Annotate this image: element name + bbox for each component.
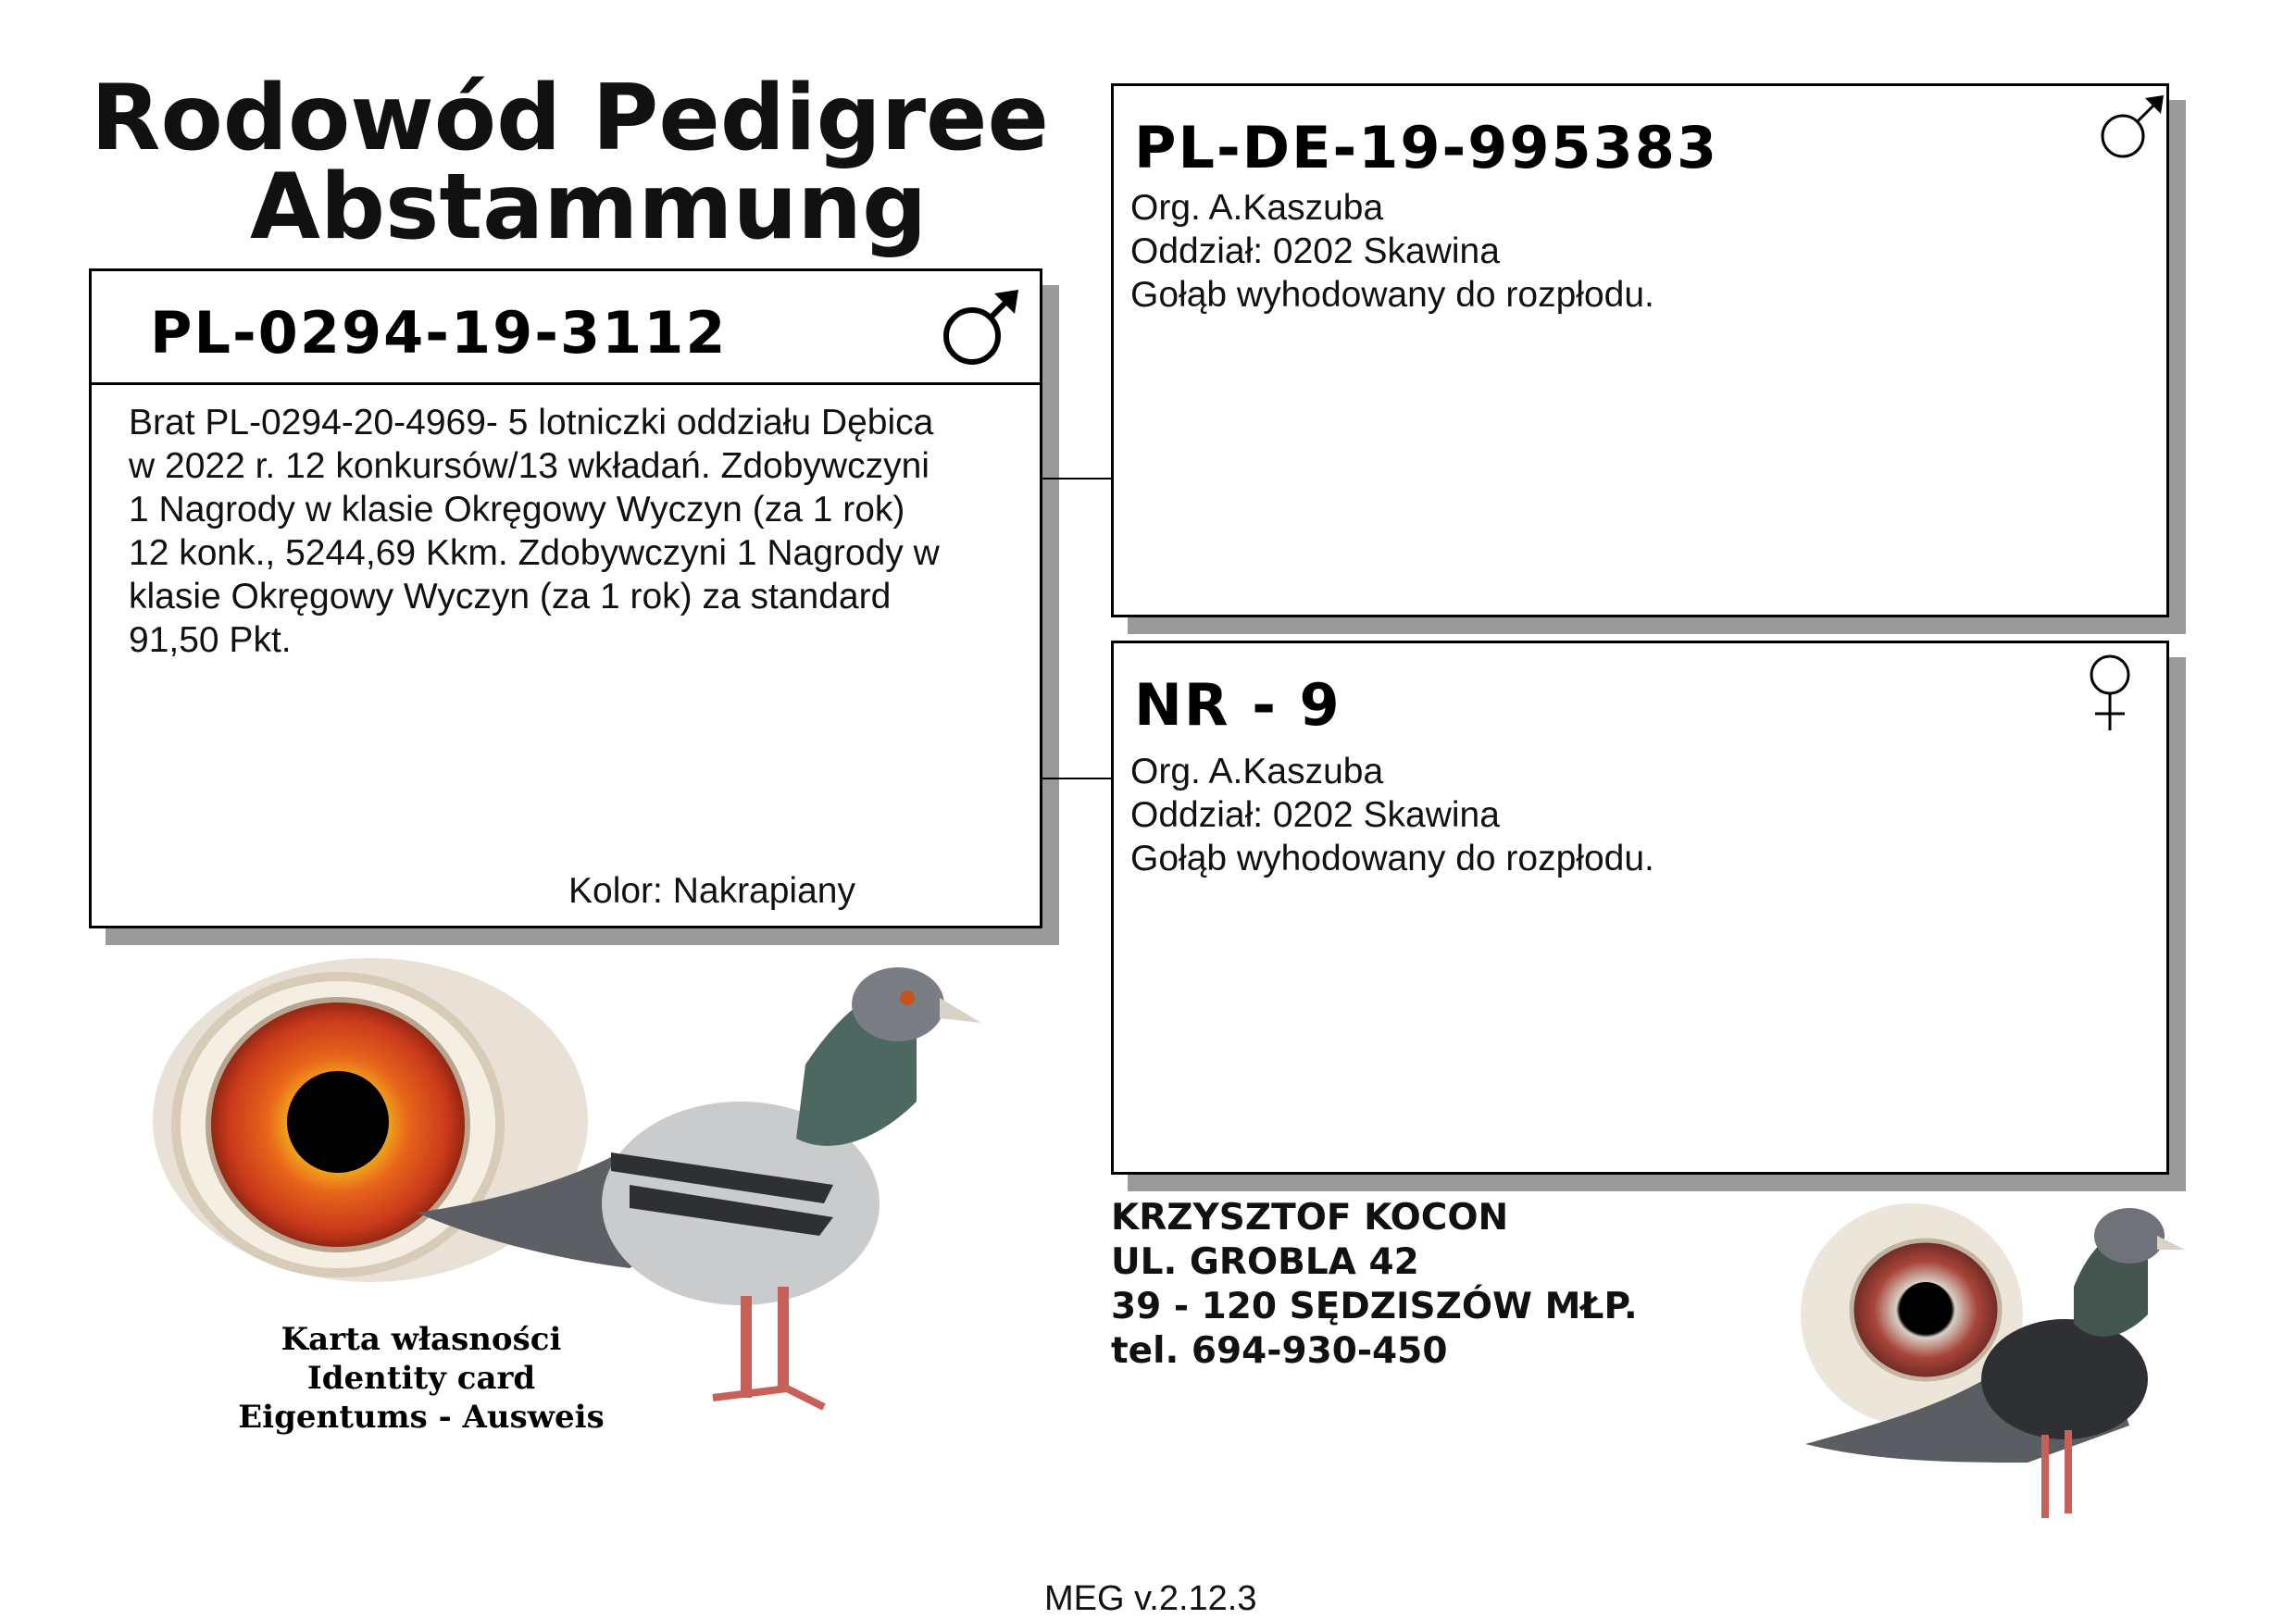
subject-card-header — [92, 271, 1040, 385]
title-word-rodowod: Rodowód — [91, 66, 562, 171]
dam-info-line: Org. A.Kaszuba — [1130, 752, 1384, 791]
dam-info — [1130, 750, 1654, 880]
owner-phone: tel. 694-930-450 — [1111, 1330, 1448, 1372]
identity-card-caption — [222, 1320, 620, 1437]
subject-color: Kolor: Nakrapiany — [568, 871, 855, 911]
dam-info-line: Gołąb wyhodowany do rozpłodu. — [1130, 839, 1654, 878]
female-icon — [2082, 651, 2138, 734]
description-line: Brat PL-0294-20-4969- 5 lotniczki oddziału Dębica — [129, 403, 934, 442]
male-icon — [939, 284, 1024, 369]
subject-description — [129, 401, 1017, 662]
description-line: 1 Nagrody w klasie Okręgowy Wyczyn (za 1 rok) — [129, 490, 905, 529]
owner-address — [1111, 1196, 1638, 1374]
title-word-pedigree: Pedigree — [592, 66, 1049, 171]
description-line: 12 konk., 5244,69 Kkm. Zdobywczyni 1 Nagrody w — [129, 533, 940, 573]
owner-city: 39 - 120 SĘDZISZÓW MŁP. — [1111, 1286, 1638, 1327]
title-word-abstammung: Abstammung — [250, 155, 928, 260]
sire-info — [1130, 186, 1654, 317]
sire-info-line: Org. A.Kaszuba — [1130, 188, 1384, 228]
dam-connector-line — [1042, 778, 1111, 779]
male-icon — [2095, 90, 2167, 162]
owner-street: UL. GROBLA 42 — [1111, 1241, 1419, 1283]
dam-card — [1111, 641, 2169, 1175]
subject-pigeon-card — [89, 268, 1042, 928]
sire-ring-number: PL-DE-19-995383 — [1134, 114, 1719, 181]
sire-info-line: Oddział: 0202 Skawina — [1130, 231, 1500, 271]
description-line: klasie Okręgowy Wyczyn (za 1 rok) za standard — [129, 577, 892, 616]
sire-card — [1111, 83, 2169, 617]
caption-line-pl: Karta własności — [281, 1321, 562, 1358]
dam-info-line: Oddział: 0202 Skawina — [1130, 795, 1500, 835]
page-title — [91, 66, 1049, 171]
caption-line-en: Identity card — [306, 1360, 536, 1397]
sire-info-line: Gołąb wyhodowany do rozpłodu. — [1130, 275, 1654, 315]
dam-ring-number: NR - 9 — [1134, 671, 1341, 739]
description-line: 91,50 Pkt. — [129, 620, 292, 660]
sire-connector-line — [1042, 478, 1111, 479]
software-version: MEG v.2.12.3 — [1044, 1579, 1257, 1618]
pigeon-photo-small — [1796, 1185, 2185, 1555]
description-line: w 2022 r. 12 konkursów/13 wkładań. Zdobywczyni — [129, 446, 930, 486]
owner-name: KRZYSZTOF KOCON — [1111, 1197, 1509, 1239]
subject-ring-number: PL-0294-19-3112 — [150, 299, 728, 367]
caption-line-de: Eigentums - Ausweis — [238, 1399, 605, 1436]
